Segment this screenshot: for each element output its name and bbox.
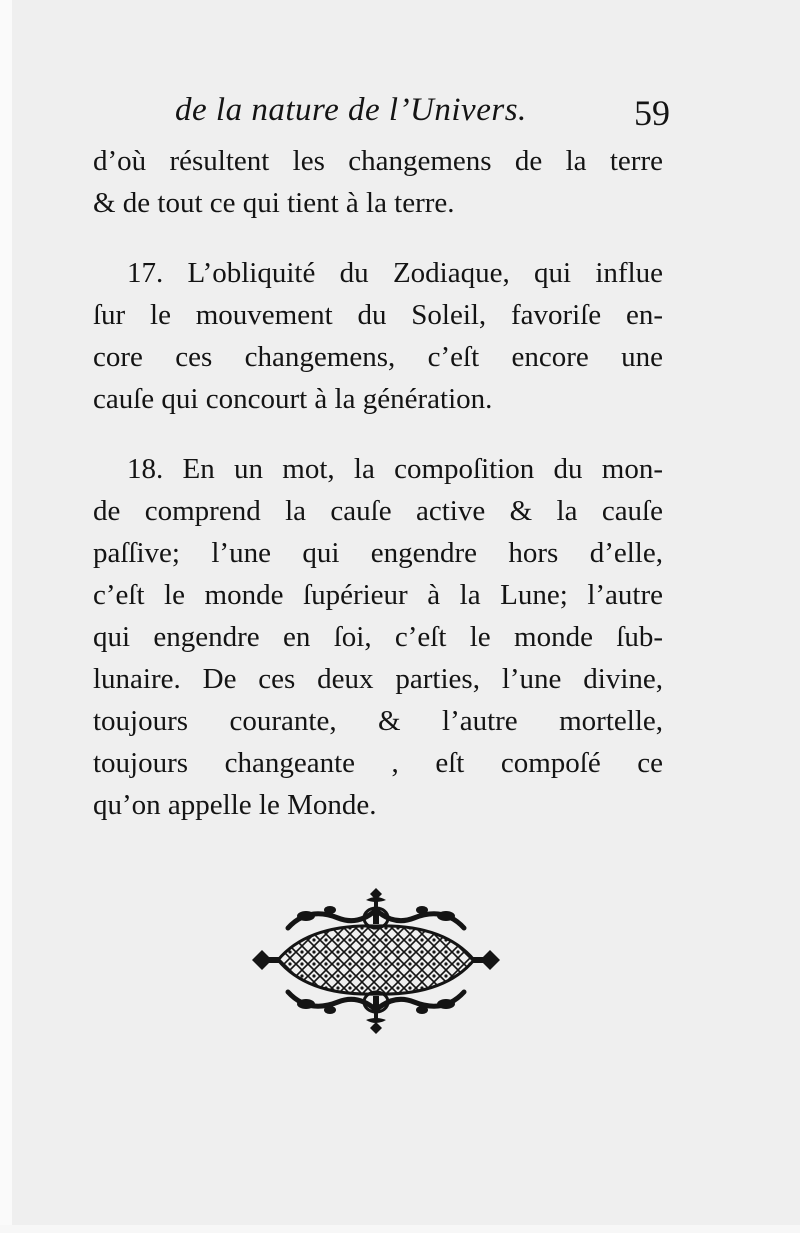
text-line: lunaire. De ces deux parties, l’une divine, <box>93 663 663 695</box>
paragraph <box>93 140 663 224</box>
paragraph-17 <box>93 252 663 420</box>
text-line: c’eſt le monde ſupérieur à la Lune; l’autre <box>93 579 663 611</box>
text-line: d’où résultent les changemens de la terre <box>93 145 663 177</box>
text-line: de comprend la cauſe active & la cauſe <box>93 495 663 527</box>
page-header <box>175 92 670 142</box>
body-text <box>93 140 663 826</box>
paragraph-18 <box>93 448 663 826</box>
text-line: paſſive; l’une qui engendre hors d’elle, <box>93 537 663 569</box>
page-number: 59 <box>634 93 670 133</box>
text-line: & de tout ce qui tient à la terre. <box>93 187 455 219</box>
text-line: ſur le mouvement du Soleil, favoriſe en- <box>93 299 663 331</box>
page-edge <box>0 0 12 1233</box>
text-line: qui engendre en ſoi, c’eſt le monde ſub- <box>93 621 663 653</box>
text-line: qu’on appelle le Monde. <box>93 789 377 821</box>
tailpiece-ornament-icon <box>248 886 504 1036</box>
running-title: de la nature de l’Univers. <box>175 92 527 128</box>
text-line: 17. L’obliquité du Zodiaque, qui influe <box>127 257 663 289</box>
page-edge-bottom <box>0 1225 800 1233</box>
text-line: 18. En un mot, la compoſition du mon- <box>127 453 663 485</box>
text-line: toujours courante, & l’autre mortelle, <box>93 705 663 737</box>
text-line: core ces changemens, c’eſt encore une <box>93 341 663 373</box>
text-line: toujours changeante , eſt compoſé ce <box>93 747 663 779</box>
text-line: cauſe qui concourt à la génération. <box>93 383 493 415</box>
